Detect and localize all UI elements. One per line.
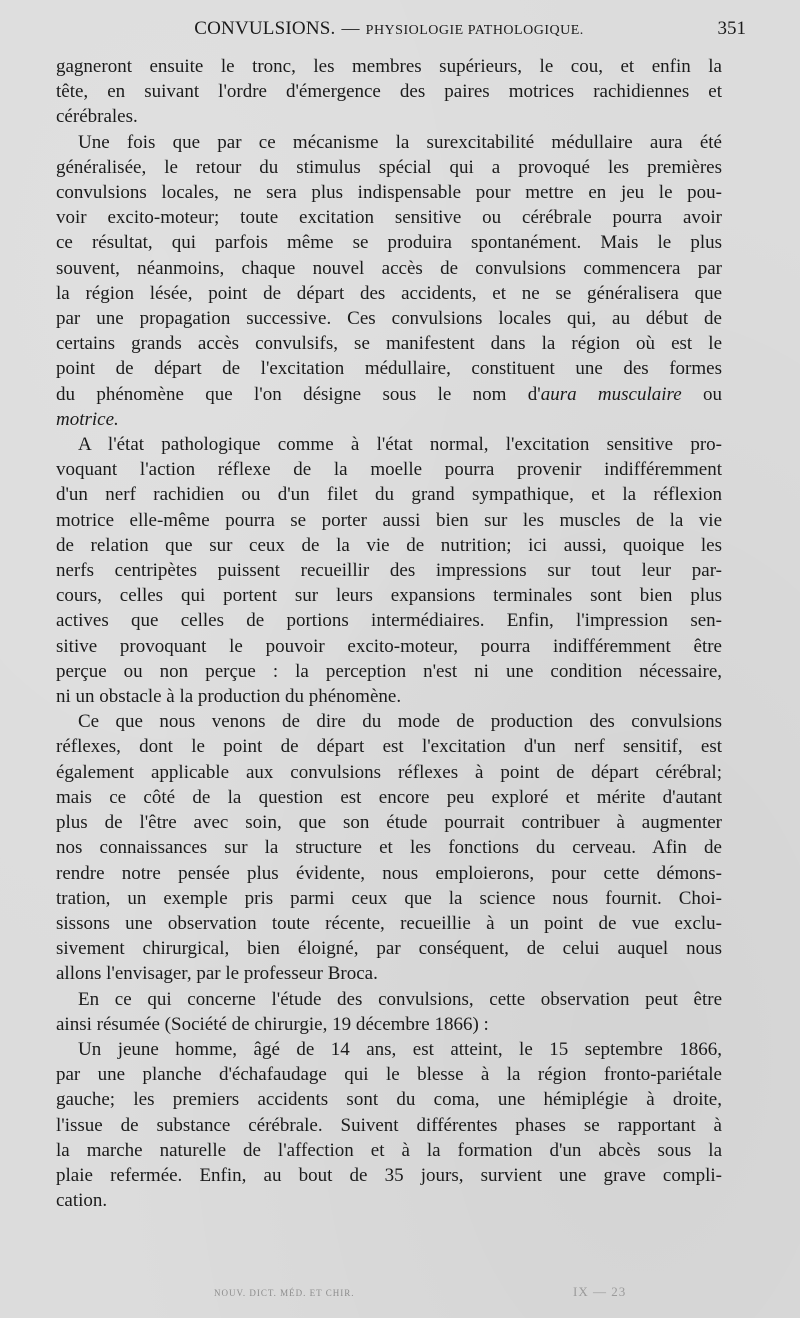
text-line: Un jeune homme, âgé de 14 ans, est atteint, le 15 septembre 1866, [78,1038,722,1060]
text-line: de relation que sur ceux de la vie de nutrition; ici aussi, quoique les [56,534,722,556]
text-line: voquant l'action réflexe de la moelle pourra provenir indifféremment [56,459,722,481]
text-line: mais ce côté de la question est encore peu exploré et mérite d'autant [56,786,722,808]
running-title-subtitle: PHYSIOLOGIE PATHOLOGIQUE. [365,23,584,38]
text-line: allons l'envisager, par le professeur Broca. [56,963,378,985]
text-segment: ou [681,383,722,405]
text-line-mixed [56,382,722,407]
paragraph-5 [56,987,722,1037]
paragraph-2 [56,130,722,432]
text-line: réflexes, dont le point de départ est l'excitation d'un nerf sensitif, est [56,736,722,758]
text-line: convulsions locales, ne sera plus indispensable pour mettre en jeu le pou- [56,182,722,204]
text-line: sitive provoquant le pouvoir excito-moteur, pourra indifféremment être [56,635,722,657]
text-line: cours, celles qui portent sur leurs expansions terminales sont bien plus [56,585,722,607]
text-line: l'issue de substance cérébrale. Suivent différentes phases se rapportant à [56,1114,722,1136]
text-line: voir excito-moteur; toute excitation sensitive ou cérébrale pourra avoir [56,207,722,229]
text-line: certains grands accès convulsifs, se manifestent dans la région où est le [56,333,722,355]
text-line: sivement chirurgical, bien éloigné, par conséquent, de celui auquel nous [56,938,722,960]
signature-mark: NOUV. DICT. MÉD. ET CHIR. [214,1288,355,1298]
text-line: cérébrales. [56,106,138,128]
paragraph-3 [56,432,722,709]
text-line: En ce qui concerne l'étude des convulsions, cette observation peut être [78,988,722,1010]
text-line: perçue ou non perçue : la perception n'est ni une condition nécessaire, [56,660,722,682]
text-line: point de départ de l'excitation médullaire, constituent une des formes [56,358,722,380]
text-line: ce résultat, qui parfois même se produira spontanément. Mais le plus [56,232,722,254]
running-head [56,18,746,48]
text-line: plaie refermée. Enfin, au bout de 35 jours, survient une grave compli- [56,1164,722,1186]
text-line: ni un obstacle à la production du phénomène. [56,686,402,708]
text-line: par une planche d'échafaudage qui le blesse à la région fronto-pariétale [56,1064,722,1086]
text-line: rendre notre pensée plus évidente, nous emploierons, pour cette démons- [56,862,722,884]
text-line: gagneront ensuite le tronc, les membres supérieurs, le cou, et enfin la [56,56,722,77]
text-line: A l'état pathologique comme à l'état normal, l'excitation sensitive pro- [78,434,722,456]
body-text [56,54,722,1213]
text-line: également applicable aux convulsions réflexes à point de départ cérébral; [56,761,722,783]
text-line: gauche; les premiers accidents sont du coma, une hémiplégie à droite, [56,1089,722,1111]
text-line: sissons une observation toute récente, recueillie à un point de vue exclu- [56,912,722,934]
paragraph-4 [56,709,722,986]
text-line: la marche naturelle de l'affection et à la formation d'un abcès sous la [56,1139,722,1161]
text-line: tête, en suivant l'ordre d'émergence des paires motrices rachidiennes et [56,81,722,103]
text-line: motrice. [56,408,119,430]
italic-term: aura musculaire [540,383,682,405]
text-line: cation. [56,1190,108,1212]
text-line: d'un nerf rachidien ou d'un filet du grand sympathique, et la réflexion [56,484,722,506]
text-line: la région lésée, point de départ des accidents, et ne se généralisera que [56,282,722,304]
running-title [56,18,722,40]
text-line: tration, un exemple pris parmi ceux que la science nous fournit. Choi- [56,887,722,909]
text-line: actives que celles de portions intermédiaires. Enfin, l'impression sen- [56,610,722,632]
text-line: généralisée, le retour du stimulus spécial qui a provoqué les premières [56,156,722,178]
text-line: souvent, néanmoins, chaque nouvel accès de convulsions commencera par [56,257,722,279]
paragraph-6 [56,1037,722,1213]
text-line: nerfs centripètes puissent recueillir des impressions sur tout leur par- [56,560,722,582]
running-title-main: CONVULSIONS. [194,18,336,39]
text-line: plus de l'être avec soin, que son étude pourrait contribuer à augmenter [56,812,722,834]
text-segment: du phénomène que l'on désigne sous le nom d' [56,383,541,405]
text-line: ainsi résumée (Société de chirurgie, 19 décembre 1866) : [56,1013,489,1035]
text-line: par une propagation successive. Ces convulsions locales qui, au début de [56,308,722,330]
paragraph-1 [56,54,722,130]
text-line: Ce que nous venons de dire du mode de production des convulsions [78,711,722,733]
text-line: motrice elle-même pourra se porter aussi bien sur les muscles de la vie [56,509,722,531]
running-title-separator: — [341,18,360,38]
text-line: nos connaissances sur la structure et les fonctions du cerveau. Afin de [56,837,722,859]
page-number: 351 [717,18,746,39]
text-line: Une fois que par ce mécanisme la surexcitabilité médullaire aura été [78,131,722,153]
gathering-signature: IX — 23 [573,1284,627,1299]
